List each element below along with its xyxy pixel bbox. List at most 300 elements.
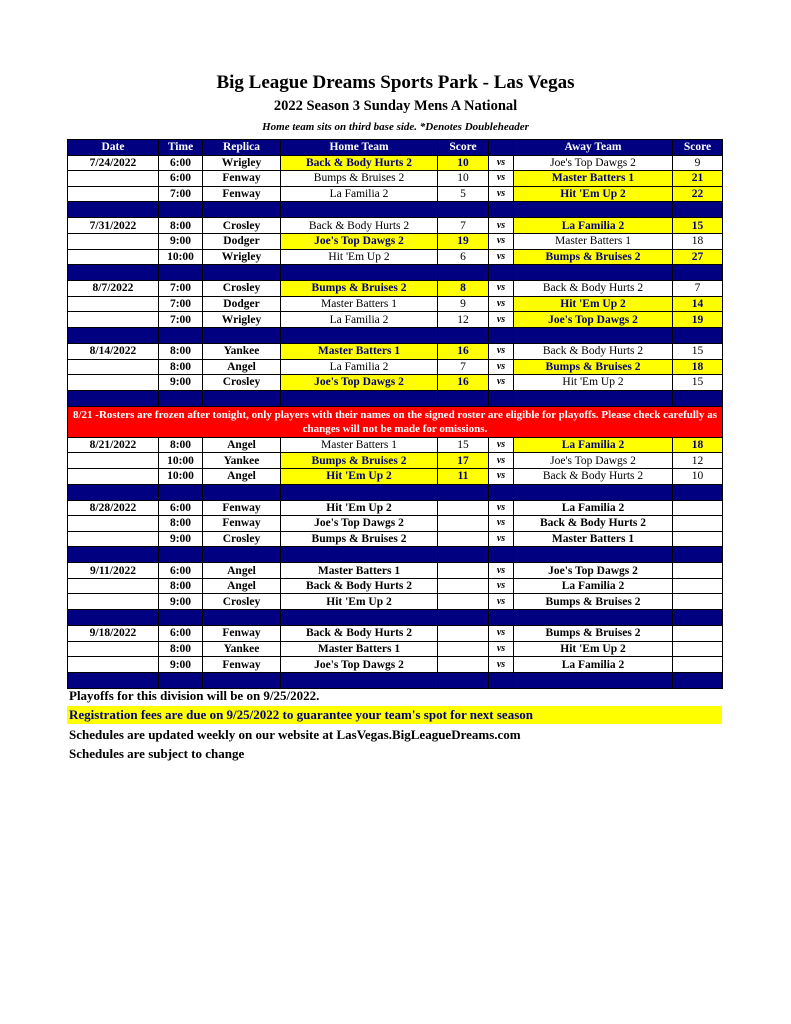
home-score: 12	[438, 312, 489, 328]
away-score	[673, 594, 723, 610]
away-score: 18	[673, 437, 723, 453]
game-time: 10:00	[159, 468, 203, 484]
away-score: 19	[673, 312, 723, 328]
table-row	[68, 375, 723, 391]
separator-cell	[203, 484, 281, 500]
away-team: Joe's Top Dawgs 2	[514, 155, 673, 171]
game-date	[68, 641, 159, 657]
vs-label: vs	[489, 296, 514, 312]
column-header	[489, 140, 514, 156]
week-separator	[68, 327, 723, 343]
separator-cell	[438, 327, 489, 343]
separator-cell	[438, 547, 489, 563]
away-team: La Familia 2	[514, 657, 673, 673]
registration-note: Registration fees are due on 9/25/2022 to guarantee your team's spot for next season	[67, 706, 722, 724]
game-field: Angel	[203, 578, 281, 594]
separator-cell	[489, 265, 514, 281]
week-separator	[68, 672, 723, 688]
game-date	[68, 531, 159, 547]
game-field: Fenway	[203, 500, 281, 516]
vs-label: vs	[489, 155, 514, 171]
away-score	[673, 578, 723, 594]
home-score: 10	[438, 171, 489, 187]
home-score	[438, 516, 489, 532]
game-time: 6:00	[159, 171, 203, 187]
vs-label: vs	[489, 453, 514, 469]
home-team: Joe's Top Dawgs 2	[281, 375, 438, 391]
away-score: 15	[673, 375, 723, 391]
separator-cell	[203, 672, 281, 688]
away-score	[673, 531, 723, 547]
game-time: 8:00	[159, 578, 203, 594]
away-team: Master Batters 1	[514, 531, 673, 547]
game-field: Crosley	[203, 375, 281, 391]
game-date: 7/31/2022	[68, 218, 159, 234]
game-date	[68, 296, 159, 312]
game-time: 9:00	[159, 594, 203, 610]
table-row	[68, 359, 723, 375]
home-score: 11	[438, 468, 489, 484]
separator-cell	[68, 672, 159, 688]
week-separator	[68, 610, 723, 626]
game-date	[68, 578, 159, 594]
separator-cell	[514, 202, 673, 218]
away-team: Bumps & Bruises 2	[514, 626, 673, 642]
away-team: Bumps & Bruises 2	[514, 249, 673, 265]
away-score: 10	[673, 468, 723, 484]
game-time: 9:00	[159, 531, 203, 547]
separator-cell	[489, 327, 514, 343]
game-time: 7:00	[159, 296, 203, 312]
game-date: 8/28/2022	[68, 500, 159, 516]
game-date	[68, 312, 159, 328]
separator-cell	[438, 202, 489, 218]
table-row	[68, 343, 723, 359]
home-score: 16	[438, 375, 489, 391]
separator-cell	[159, 672, 203, 688]
vs-label: vs	[489, 626, 514, 642]
game-date: 9/18/2022	[68, 626, 159, 642]
home-score	[438, 500, 489, 516]
separator-cell	[281, 202, 438, 218]
column-header: Away Team	[514, 140, 673, 156]
separator-cell	[673, 390, 723, 406]
separator-cell	[159, 610, 203, 626]
home-team: Bumps & Bruises 2	[281, 281, 438, 297]
game-time: 6:00	[159, 563, 203, 579]
home-team: Joe's Top Dawgs 2	[281, 657, 438, 673]
home-score: 8	[438, 281, 489, 297]
away-score	[673, 516, 723, 532]
home-team: La Familia 2	[281, 186, 438, 202]
vs-label: vs	[489, 343, 514, 359]
game-time: 6:00	[159, 155, 203, 171]
separator-cell	[489, 672, 514, 688]
separator-cell	[281, 327, 438, 343]
schedule-note: Home team sits on third base side. *Denotes Doubleheader	[262, 121, 529, 133]
away-team: Hit 'Em Up 2	[514, 641, 673, 657]
game-date: 8/7/2022	[68, 281, 159, 297]
separator-cell	[203, 610, 281, 626]
away-team: Back & Body Hurts 2	[514, 468, 673, 484]
away-score	[673, 641, 723, 657]
table-row	[68, 281, 723, 297]
separator-cell	[514, 672, 673, 688]
home-team: Back & Body Hurts 2	[281, 218, 438, 234]
away-score: 15	[673, 343, 723, 359]
game-time: 8:00	[159, 343, 203, 359]
vs-label: vs	[489, 657, 514, 673]
home-score	[438, 531, 489, 547]
game-field: Dodger	[203, 233, 281, 249]
away-team: Hit 'Em Up 2	[514, 296, 673, 312]
game-field: Crosley	[203, 594, 281, 610]
table-row	[68, 249, 723, 265]
game-date: 8/21/2022	[68, 437, 159, 453]
separator-cell	[673, 327, 723, 343]
home-team: Back & Body Hurts 2	[281, 578, 438, 594]
separator-cell	[68, 610, 159, 626]
home-score: 7	[438, 218, 489, 234]
separator-cell	[514, 484, 673, 500]
vs-label: vs	[489, 578, 514, 594]
vs-label: vs	[489, 312, 514, 328]
home-score	[438, 563, 489, 579]
separator-cell	[159, 390, 203, 406]
home-team: La Familia 2	[281, 312, 438, 328]
separator-cell	[489, 202, 514, 218]
table-row	[68, 500, 723, 516]
home-team: Hit 'Em Up 2	[281, 500, 438, 516]
home-team: Master Batters 1	[281, 296, 438, 312]
table-row	[68, 155, 723, 171]
separator-cell	[68, 265, 159, 281]
game-field: Crosley	[203, 531, 281, 547]
game-date	[68, 468, 159, 484]
away-score: 12	[673, 453, 723, 469]
away-team: Joe's Top Dawgs 2	[514, 312, 673, 328]
separator-cell	[281, 484, 438, 500]
game-time: 9:00	[159, 657, 203, 673]
week-separator	[68, 390, 723, 406]
vs-label: vs	[489, 249, 514, 265]
separator-cell	[68, 390, 159, 406]
week-separator	[68, 202, 723, 218]
separator-cell	[489, 484, 514, 500]
separator-cell	[514, 610, 673, 626]
table-row	[68, 516, 723, 532]
separator-cell	[159, 202, 203, 218]
game-field: Fenway	[203, 626, 281, 642]
away-team: Joe's Top Dawgs 2	[514, 563, 673, 579]
game-field: Fenway	[203, 171, 281, 187]
separator-cell	[203, 202, 281, 218]
game-field: Crosley	[203, 281, 281, 297]
game-date	[68, 359, 159, 375]
home-score: 17	[438, 453, 489, 469]
game-time: 7:00	[159, 281, 203, 297]
vs-label: vs	[489, 359, 514, 375]
game-field: Wrigley	[203, 155, 281, 171]
separator-cell	[489, 610, 514, 626]
away-team: Back & Body Hurts 2	[514, 516, 673, 532]
game-field: Wrigley	[203, 249, 281, 265]
vs-label: vs	[489, 531, 514, 547]
home-score: 19	[438, 233, 489, 249]
away-score: 9	[673, 155, 723, 171]
away-team: La Familia 2	[514, 500, 673, 516]
away-score: 18	[673, 233, 723, 249]
game-time: 8:00	[159, 641, 203, 657]
game-time: 8:00	[159, 516, 203, 532]
away-team: La Familia 2	[514, 578, 673, 594]
game-field: Dodger	[203, 296, 281, 312]
vs-label: vs	[489, 281, 514, 297]
home-score	[438, 657, 489, 673]
away-team: Master Batters 1	[514, 171, 673, 187]
separator-cell	[673, 610, 723, 626]
separator-cell	[514, 265, 673, 281]
separator-cell	[203, 327, 281, 343]
separator-cell	[281, 547, 438, 563]
week-separator	[68, 547, 723, 563]
game-field: Angel	[203, 468, 281, 484]
separator-cell	[203, 265, 281, 281]
table-row	[68, 186, 723, 202]
home-team: Joe's Top Dawgs 2	[281, 233, 438, 249]
vs-label: vs	[489, 375, 514, 391]
home-team: Master Batters 1	[281, 563, 438, 579]
table-row	[68, 578, 723, 594]
vs-label: vs	[489, 437, 514, 453]
separator-cell	[438, 672, 489, 688]
vs-label: vs	[489, 233, 514, 249]
home-score: 9	[438, 296, 489, 312]
vs-label: vs	[489, 594, 514, 610]
game-time: 7:00	[159, 312, 203, 328]
table-row	[68, 453, 723, 469]
separator-cell	[438, 265, 489, 281]
away-score: 7	[673, 281, 723, 297]
game-date	[68, 657, 159, 673]
game-time: 6:00	[159, 626, 203, 642]
table-row	[68, 218, 723, 234]
away-team: La Familia 2	[514, 218, 673, 234]
away-team: Joe's Top Dawgs 2	[514, 453, 673, 469]
away-score	[673, 500, 723, 516]
home-team: Back & Body Hurts 2	[281, 155, 438, 171]
table-row	[68, 594, 723, 610]
game-time: 10:00	[159, 249, 203, 265]
vs-label: vs	[489, 218, 514, 234]
column-header: Time	[159, 140, 203, 156]
table-row	[68, 531, 723, 547]
home-team: Bumps & Bruises 2	[281, 171, 438, 187]
game-date	[68, 594, 159, 610]
home-score	[438, 594, 489, 610]
home-score	[438, 578, 489, 594]
vs-label: vs	[489, 641, 514, 657]
vs-label: vs	[489, 186, 514, 202]
game-time: 9:00	[159, 375, 203, 391]
updates-note: Schedules are updated weekly on our website at LasVegas.BigLeagueDreams.com	[69, 727, 521, 742]
away-score: 14	[673, 296, 723, 312]
table-row	[68, 312, 723, 328]
away-score: 22	[673, 186, 723, 202]
home-team: Joe's Top Dawgs 2	[281, 516, 438, 532]
subject-note: Schedules are subject to change	[69, 746, 245, 761]
separator-cell	[489, 547, 514, 563]
home-score: 6	[438, 249, 489, 265]
separator-cell	[159, 547, 203, 563]
game-field: Yankee	[203, 641, 281, 657]
game-field: Yankee	[203, 453, 281, 469]
vs-label: vs	[489, 500, 514, 516]
home-team: La Familia 2	[281, 359, 438, 375]
schedule-table	[67, 139, 723, 689]
separator-cell	[203, 390, 281, 406]
page-subtitle: 2022 Season 3 Sunday Mens A National	[273, 98, 518, 114]
away-score: 21	[673, 171, 723, 187]
home-score: 10	[438, 155, 489, 171]
column-header: Score	[673, 140, 723, 156]
table-row	[68, 626, 723, 642]
away-score: 15	[673, 218, 723, 234]
away-team: Back & Body Hurts 2	[514, 343, 673, 359]
away-team: Bumps & Bruises 2	[514, 594, 673, 610]
table-row	[68, 563, 723, 579]
home-team: Master Batters 1	[281, 343, 438, 359]
home-team: Back & Body Hurts 2	[281, 626, 438, 642]
home-score	[438, 626, 489, 642]
away-team: Bumps & Bruises 2	[514, 359, 673, 375]
game-date	[68, 249, 159, 265]
vs-label: vs	[489, 171, 514, 187]
home-team: Bumps & Bruises 2	[281, 453, 438, 469]
separator-cell	[514, 390, 673, 406]
separator-cell	[438, 610, 489, 626]
vs-label: vs	[489, 516, 514, 532]
separator-cell	[203, 547, 281, 563]
game-time: 9:00	[159, 233, 203, 249]
vs-label: vs	[489, 563, 514, 579]
playoffs-note: Playoffs for this division will be on 9/25/2022.	[69, 688, 320, 703]
home-score: 5	[438, 186, 489, 202]
game-field: Wrigley	[203, 312, 281, 328]
game-date: 8/14/2022	[68, 343, 159, 359]
away-team: Hit 'Em Up 2	[514, 375, 673, 391]
separator-cell	[159, 484, 203, 500]
table-row	[68, 641, 723, 657]
game-time: 8:00	[159, 359, 203, 375]
away-team: La Familia 2	[514, 437, 673, 453]
game-date	[68, 233, 159, 249]
separator-cell	[281, 265, 438, 281]
game-field: Fenway	[203, 657, 281, 673]
away-score: 18	[673, 359, 723, 375]
home-score: 7	[438, 359, 489, 375]
game-field: Angel	[203, 563, 281, 579]
home-team: Hit 'Em Up 2	[281, 249, 438, 265]
separator-cell	[159, 265, 203, 281]
column-header: Score	[438, 140, 489, 156]
game-time: 10:00	[159, 453, 203, 469]
game-field: Crosley	[203, 218, 281, 234]
separator-cell	[281, 610, 438, 626]
roster-notice-row	[68, 406, 723, 437]
game-time: 6:00	[159, 500, 203, 516]
home-score: 16	[438, 343, 489, 359]
game-field: Fenway	[203, 186, 281, 202]
away-team: Hit 'Em Up 2	[514, 186, 673, 202]
table-row	[68, 296, 723, 312]
game-date: 9/11/2022	[68, 563, 159, 579]
table-row	[68, 657, 723, 673]
game-field: Angel	[203, 437, 281, 453]
home-team: Hit 'Em Up 2	[281, 594, 438, 610]
away-score: 27	[673, 249, 723, 265]
table-row	[68, 171, 723, 187]
separator-cell	[68, 484, 159, 500]
game-time: 7:00	[159, 186, 203, 202]
separator-cell	[68, 327, 159, 343]
game-field: Angel	[203, 359, 281, 375]
game-time: 8:00	[159, 437, 203, 453]
game-date	[68, 516, 159, 532]
separator-cell	[281, 672, 438, 688]
home-team: Master Batters 1	[281, 641, 438, 657]
table-row	[68, 468, 723, 484]
table-row	[68, 233, 723, 249]
home-team: Bumps & Bruises 2	[281, 531, 438, 547]
separator-cell	[673, 265, 723, 281]
game-field: Fenway	[203, 516, 281, 532]
game-date	[68, 171, 159, 187]
separator-cell	[438, 390, 489, 406]
game-date	[68, 453, 159, 469]
separator-cell	[68, 547, 159, 563]
separator-cell	[673, 484, 723, 500]
home-team: Hit 'Em Up 2	[281, 468, 438, 484]
vs-label: vs	[489, 468, 514, 484]
home-score: 15	[438, 437, 489, 453]
separator-cell	[489, 390, 514, 406]
separator-cell	[68, 202, 159, 218]
away-score	[673, 657, 723, 673]
separator-cell	[514, 547, 673, 563]
column-header: Home Team	[281, 140, 438, 156]
away-team: Master Batters 1	[514, 233, 673, 249]
game-time: 8:00	[159, 218, 203, 234]
separator-cell	[673, 202, 723, 218]
column-header: Date	[68, 140, 159, 156]
game-date	[68, 186, 159, 202]
game-date	[68, 375, 159, 391]
separator-cell	[281, 390, 438, 406]
roster-notice: 8/21 -Rosters are frozen after tonight, only players with their names on the signed roster are eligible for playoffs. Please check carefully as changes will not be made for omissions.	[68, 406, 723, 437]
away-team: Back & Body Hurts 2	[514, 281, 673, 297]
home-score	[438, 641, 489, 657]
game-date: 7/24/2022	[68, 155, 159, 171]
separator-cell	[673, 547, 723, 563]
table-header-row	[68, 140, 723, 156]
game-field: Yankee	[203, 343, 281, 359]
separator-cell	[673, 672, 723, 688]
home-team: Master Batters 1	[281, 437, 438, 453]
table-row	[68, 437, 723, 453]
column-header: Replica	[203, 140, 281, 156]
away-score	[673, 563, 723, 579]
